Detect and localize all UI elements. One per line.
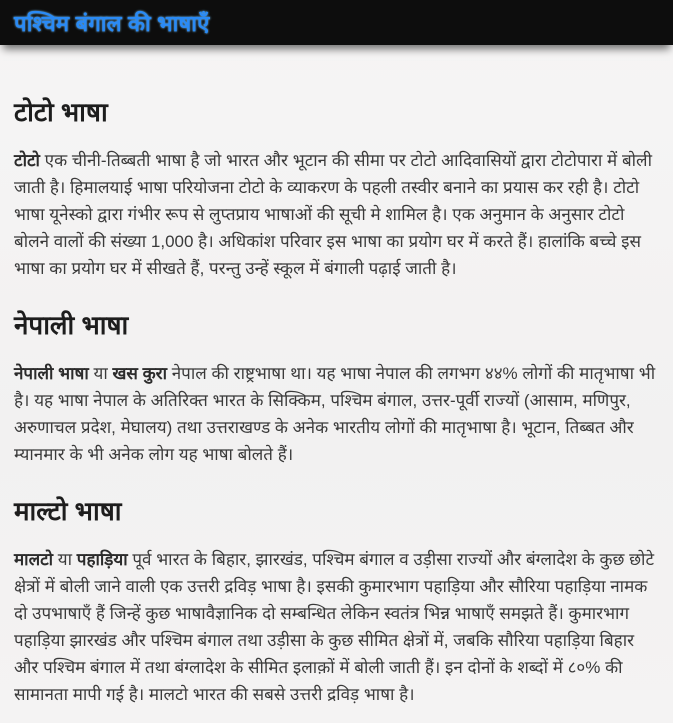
section-toto-language: [14, 95, 659, 282]
section-paragraph-malto: मालटो या पहाड़िया पूर्व भारत के बिहार, झारखंड, पश्चिम बंगाल व उड़ीसा राज्यों और बंग्लादेश के कुछ छोटे क्षेत्रों में बोली जाने वाली एक उत्तरी द्रविड़ भाषा है। इसकी कुमारभाग पहाड़िया और सौरिया पहाड़िया नामक दो उपभाषाएँ हैं जिन्हें कुछ भाषावैज्ञानिक दो सम्बन्धित लेकिन स्वतंत्र भिन्न भाषाएँ समझते हैं। कुमारभाग पहाड़िया झारखंड और पश्चिम बंगाल तथा उड़ीसा के कुछ सीमित क्षेत्रों में, जबकि सौरिया पहाड़िया बिहार और पश्चिम बंगाल में तथा बंग्लादेश के सीमित इलाक़ों में बोली जाती हैं। इन दोनों के शब्दों में ८०% की सामानता मापी गई है। मालटो भारत की सबसे उत्तरी द्रविड़ भाषा है।: [14, 550, 655, 704]
section-heading-nepali: नेपाली भाषा: [14, 310, 129, 340]
section-heading-malto: माल्टो भाषा: [14, 496, 122, 526]
section-nepali-language: [14, 308, 659, 468]
section-paragraph-nepali: नेपाली भाषा या खस कुरा नेपाल की राष्ट्रभाषा था। यह भाषा नेपाल की लगभग ४४% लोगों की मातृभाषा भी है। यह भाषा नेपाल के अतिरिक्त भारत के सिक्किम, पश्चिम बंगाल, उत्तर-पूर्वी राज्यों (आसाम, मणिपुर, अरुणाचल प्रदेश, मेघालय) तथा उत्तराखण्ड के अनेक भारतीय लोगों की मातृभाषा है। भूटान, तिब्बत और म्यानमार के भी अनेक लोग यह भाषा बोलते हैं।: [14, 364, 656, 464]
section-malto-language: [14, 494, 659, 708]
page-header: [0, 0, 673, 45]
article-content: [0, 45, 673, 708]
section-heading-toto: टोटो भाषा: [14, 97, 108, 127]
page-title: पश्चिम बंगाल की भाषाएँ: [14, 10, 210, 36]
section-paragraph-toto: टोटो एक चीनी-तिब्बती भाषा है जो भारत और भूटान की सीमा पर टोटो आदिवासियों द्वारा टोटोपारा में बोली जाती है। हिमालयाई भाषा परियोजना टोटो के व्याकरण के पहली तस्वीर बनाने का प्रयास कर रही है। टोटो भाषा यूनेस्को द्वारा गंभीर रूप से लुप्तप्राय भाषाओं की सूची मे शामिल है। एक अनुमान के अनुसार टोटो बोलने वालों की संख्या 1,000 है। अधिकांश परिवार इस भाषा का प्रयोग घर में करते हैं। हालांकि बच्चे इस भाषा का प्रयोग घर में सीखते हैं, परन्तु उन्हें स्कूल में बंगाली पढ़ाई जाती है।: [14, 151, 652, 278]
